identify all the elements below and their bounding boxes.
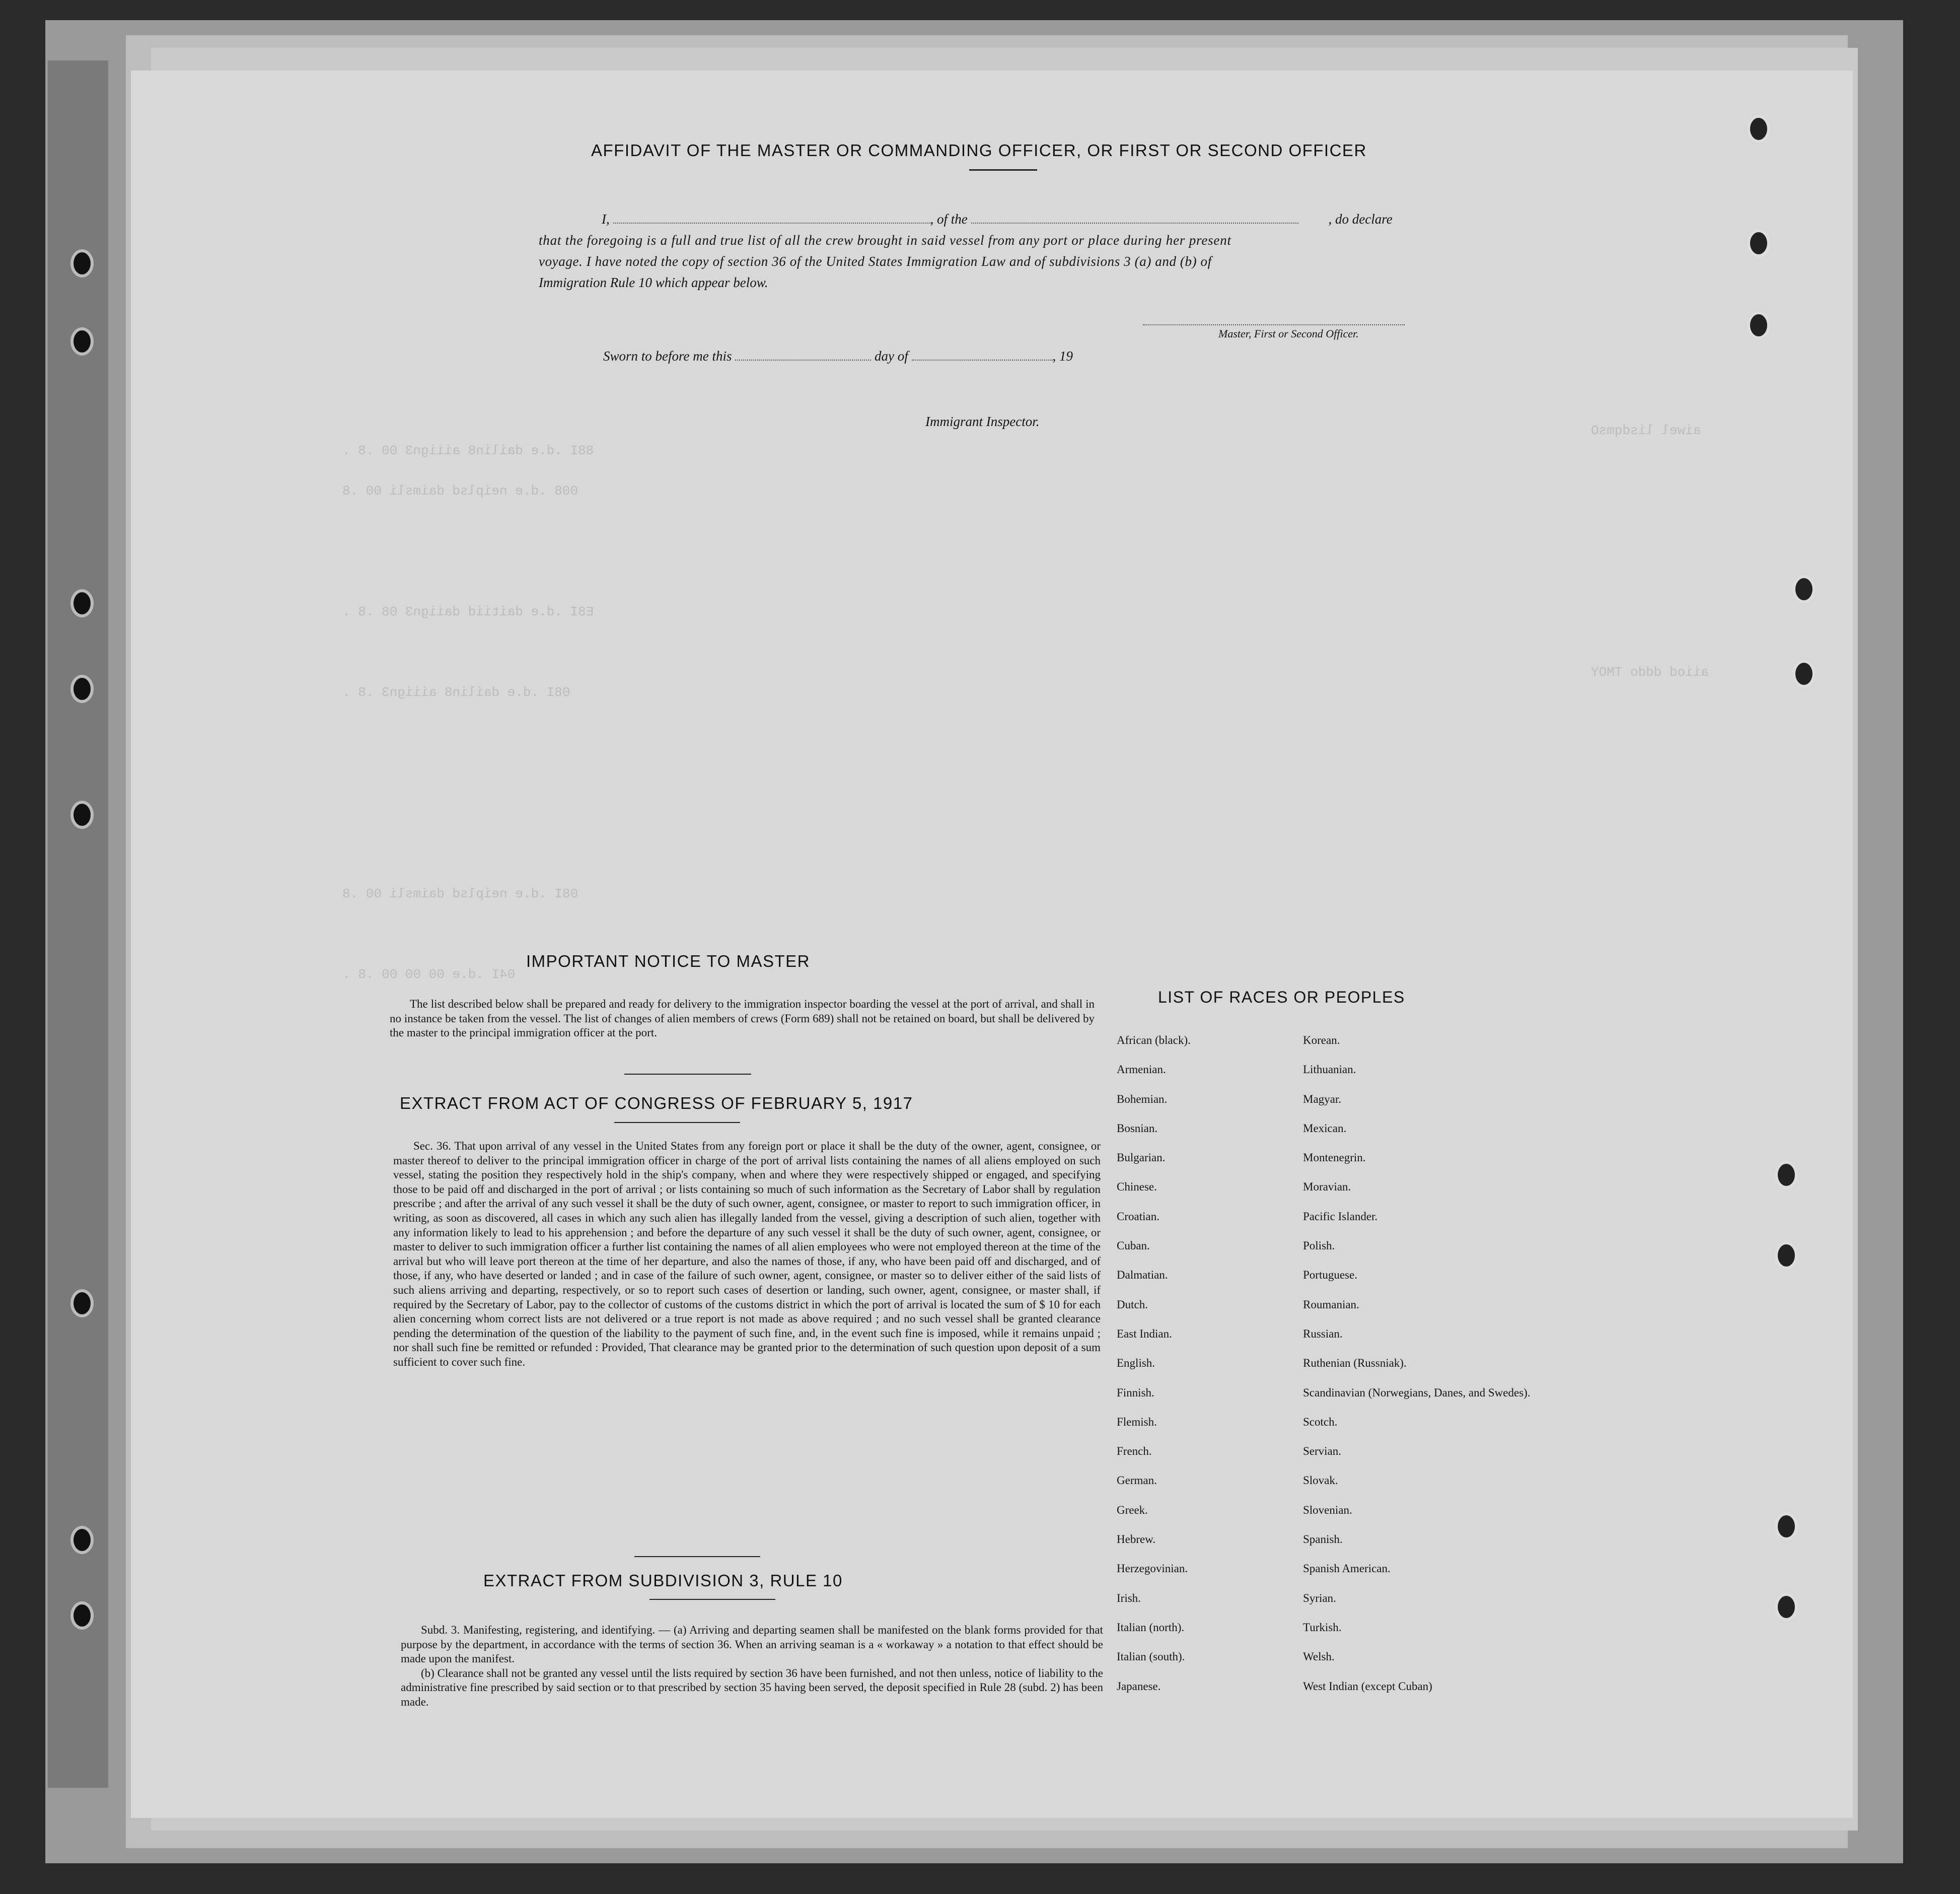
race-item: Cuban. <box>1117 1239 1150 1252</box>
race-item: Scandinavian (Norwegians, Danes, and Swedes). <box>1303 1386 1531 1399</box>
race-item: Italian (south). <box>1117 1650 1185 1663</box>
sworn-day-field[interactable] <box>735 360 871 361</box>
race-item: Italian (north). <box>1117 1621 1185 1634</box>
races-title: LIST OF RACES OR PEOPLES <box>1158 988 1405 1006</box>
race-item: Japanese. <box>1117 1679 1161 1693</box>
bleed-through-text: 08I .d.e dailin8 aiiign3 .8 . <box>342 685 570 700</box>
race-item: Dutch. <box>1117 1298 1148 1311</box>
affidavit-line-1 <box>602 209 1393 229</box>
punch-hole-icon <box>1747 229 1770 257</box>
race-item: Welsh. <box>1303 1650 1335 1663</box>
act-body: Sec. 36. That upon arrival of any vessel in the United States from any foreign port or place it shall be the duty of the owner, agent, consignee, or master thereof to deliver to the principal immigration officer in charge of the port of arrival lists containing the names of all aliens employed on such vessel, stating the position they respectively hold in the ship's company, when and where they were respectively shipped or engaged, and specifying those to be paid off and discharged in the port of arrival ; or lists containing so much of such information as the Secretary of Labor shall by regulation prescribe ; and after the arrival of any such vessel it shall be the duty of such owner, agent, consignee, or master to report to such immigration officer, in writing, as soon as discovered, all cases in which any such alien has illegally landed from the vessel, giving a description of such alien, together with any information likely to lead to his apprehension ; and before the departure of any such vessel it shall be the duty of such owner, agent, consignee, or master to deliver to such immigration officer a further list containing the names of all alien employees who were not employed thereon at the time of the arrival but who will leave port thereon at the time of her departure, and also the names of those, if any, who have been paid off and discharged, and of those, if any, who have deserted or landed ; and in case of the failure of such owner, agent, consignee, or master so to deliver either of the said lists of such aliens arriving and departing, respectively, or so to report such cases of desertion or landing, such owner, agent, consignee, or master shall, if required by the Secretary of Labor, pay to the collector of customs of the customs district in which the port of arrival is located the sum of $ 10 for each alien concerning whom correct lists are not delivered or a true report is not made as above required ; and no such vessel shall be granted clearance pending the determination of the question of the liability to the payment of such fine, and, in the event such fine is imposed, while it remains unpaid ; nor shall such fine be remitted or refunded : Provided, That clearance may be granted prior to the determination of such question upon deposit of a sum sufficient to cover such fine. <box>393 1140 1101 1368</box>
punch-hole-icon <box>70 327 94 356</box>
sworn-label: Sworn to before me this <box>603 348 732 364</box>
race-item: Montenegrin. <box>1303 1151 1366 1164</box>
bleed-through-text: 008 .d.e neiplsd daimsli 00 .8 <box>342 483 578 499</box>
race-item: Bohemian. <box>1117 1092 1168 1105</box>
punch-hole-icon <box>1775 1512 1798 1540</box>
bleed-through-text: aiiod dddo TMOY <box>1591 665 1709 680</box>
race-item: Croatian. <box>1117 1210 1159 1223</box>
inspector-label: Immigrant Inspector. <box>925 414 1040 429</box>
bleed-through-text: 04I .d.e 00 00 00 .8 . <box>342 967 516 982</box>
punch-hole-icon <box>70 801 94 829</box>
notice-title: IMPORTANT NOTICE TO MASTER <box>526 952 811 970</box>
declarant-name-field[interactable] <box>613 223 930 224</box>
punch-hole-icon <box>70 1289 94 1317</box>
punch-hole-icon <box>70 249 94 277</box>
declarant-label: I, <box>602 212 610 227</box>
race-item: Turkish. <box>1303 1621 1342 1634</box>
rule-title: EXTRACT FROM SUBDIVISION 3, RULE 10 <box>483 1571 843 1590</box>
day-of-label: day of <box>875 348 908 364</box>
race-item: Russian. <box>1303 1327 1343 1340</box>
signature-label: Master, First or Second Officer. <box>1218 327 1359 340</box>
race-item: Bulgarian. <box>1117 1151 1166 1164</box>
races-right-column <box>1303 1026 1531 1701</box>
rule-paragraph-b: (b) Clearance shall not be granted any vessel until the lists required by section 36 have been furnished, and not then unless, notice of liability to the administrative fine prescribed by said section or to that prescribed by section 35 having been served, the deposit specified in Rule 28 (subd. 2) has been made. <box>401 1666 1103 1708</box>
bleed-through-text: 08I .d.e neiplsd daimsli 00 .8 <box>342 886 578 901</box>
race-item: Pacific Islander. <box>1303 1210 1378 1223</box>
race-item: Roumanian. <box>1303 1298 1359 1311</box>
race-item: Flemish. <box>1117 1415 1157 1428</box>
punch-hole-icon <box>70 589 94 617</box>
form-page <box>131 71 1853 1818</box>
race-item: German. <box>1117 1474 1157 1487</box>
race-item: West Indian (except Cuban) <box>1303 1679 1432 1693</box>
punch-hole-icon <box>1792 660 1816 688</box>
act-title: EXTRACT FROM ACT OF CONGRESS OF FEBRUARY 5, 1917 <box>400 1094 913 1112</box>
affidavit-line-4: Immigration Rule 10 which appear below. <box>539 275 768 290</box>
race-item: Finnish. <box>1117 1386 1154 1399</box>
races-left-column <box>1117 1026 1191 1701</box>
race-item: Bosnian. <box>1117 1121 1158 1135</box>
rule-paragraph-a: Subd. 3. Manifesting, registering, and identifying. — (a) Arriving and departing seamen shall be manifested on the blank forms provided for that purpose by the department, in accordance with the terms of section 36. When an arriving seaman is a « workaway » a notation to that effect should be made upon the manifest. <box>401 1624 1103 1665</box>
race-item: Korean. <box>1303 1034 1340 1046</box>
race-item: Polish. <box>1303 1239 1335 1252</box>
vessel-label: , of the <box>930 212 968 227</box>
race-item: Mexican. <box>1303 1121 1347 1135</box>
race-item: Ruthenian (Russniak). <box>1303 1357 1407 1370</box>
race-item: Herzegovinian. <box>1117 1562 1188 1575</box>
affidavit-line-3: voyage. I have noted the copy of section 36 of the United States Immigration Law and of subdivisions 3 (a) and (b) of <box>539 254 1212 269</box>
race-item: French. <box>1117 1445 1152 1458</box>
section-divider <box>634 1556 760 1557</box>
vessel-name-field[interactable] <box>971 223 1298 224</box>
race-item: Moravian. <box>1303 1180 1351 1194</box>
rule-body <box>401 1623 1103 1710</box>
race-item: English. <box>1117 1357 1155 1370</box>
race-item: Slovak. <box>1303 1474 1338 1487</box>
signature-field[interactable] <box>1143 324 1405 325</box>
notice-body: The list described below shall be prepared and ready for delivery to the immigration inspector boarding the vessel at the port of arrival, and shall in no instance be taken from the vessel. The list of changes of alien members of crews (Form 689) shall not be retained on board, but shall be delivered by the master to the principal immigration officer at the port. <box>390 998 1095 1039</box>
affidavit-title: AFFIDAVIT OF THE MASTER OR COMMANDING OFFICER, OR FIRST OR SECOND OFFICER <box>591 141 1367 160</box>
section-divider <box>624 1074 751 1075</box>
title-underline <box>649 1599 775 1600</box>
bleed-through-text: 88I .d.e dailin8 aiiign3 00 .8 . <box>342 443 594 458</box>
race-item: Slovenian. <box>1303 1503 1352 1516</box>
year-label: , 19 <box>1052 348 1073 364</box>
race-item: Armenian. <box>1117 1063 1166 1076</box>
race-item: Irish. <box>1117 1591 1141 1604</box>
race-item: Greek. <box>1117 1503 1148 1516</box>
sworn-month-field[interactable] <box>912 360 1053 361</box>
race-item: Portuguese. <box>1303 1269 1357 1282</box>
bleed-through-text: E8I .d.e daitiid daiign3 08 .8 . <box>342 604 594 619</box>
title-underline <box>969 169 1037 171</box>
bleed-through-text: aiwel lisdqmsO <box>1591 423 1701 438</box>
affidavit-line-2: that the foregoing is a full and true list of all the crew brought in said vessel from any port or place during her present <box>539 233 1231 248</box>
punch-hole-icon <box>70 1526 94 1554</box>
punch-hole-icon <box>1775 1593 1798 1621</box>
race-item: Scotch. <box>1303 1415 1338 1428</box>
race-item: Hebrew. <box>1117 1533 1156 1546</box>
punch-hole-icon <box>70 675 94 703</box>
punch-hole-icon <box>1792 575 1816 603</box>
race-item: Spanish American. <box>1303 1562 1391 1575</box>
punch-hole-icon <box>1775 1161 1798 1189</box>
punch-hole-icon <box>1747 115 1770 143</box>
race-item: Servian. <box>1303 1445 1342 1458</box>
race-item: Spanish. <box>1303 1533 1343 1546</box>
race-item: Magyar. <box>1303 1092 1342 1105</box>
race-item: Lithuanian. <box>1303 1063 1356 1076</box>
race-item: Syrian. <box>1303 1591 1336 1604</box>
race-item: East Indian. <box>1117 1327 1172 1340</box>
punch-hole-icon <box>1747 311 1770 339</box>
sworn-line <box>603 346 1073 366</box>
punch-hole-icon <box>1775 1241 1798 1270</box>
race-item: Dalmatian. <box>1117 1269 1168 1282</box>
title-underline <box>614 1122 740 1123</box>
race-item: Chinese. <box>1117 1180 1157 1194</box>
declare-label: , do declare <box>1328 212 1393 227</box>
race-item: African (black). <box>1117 1034 1191 1046</box>
punch-hole-icon <box>70 1601 94 1630</box>
